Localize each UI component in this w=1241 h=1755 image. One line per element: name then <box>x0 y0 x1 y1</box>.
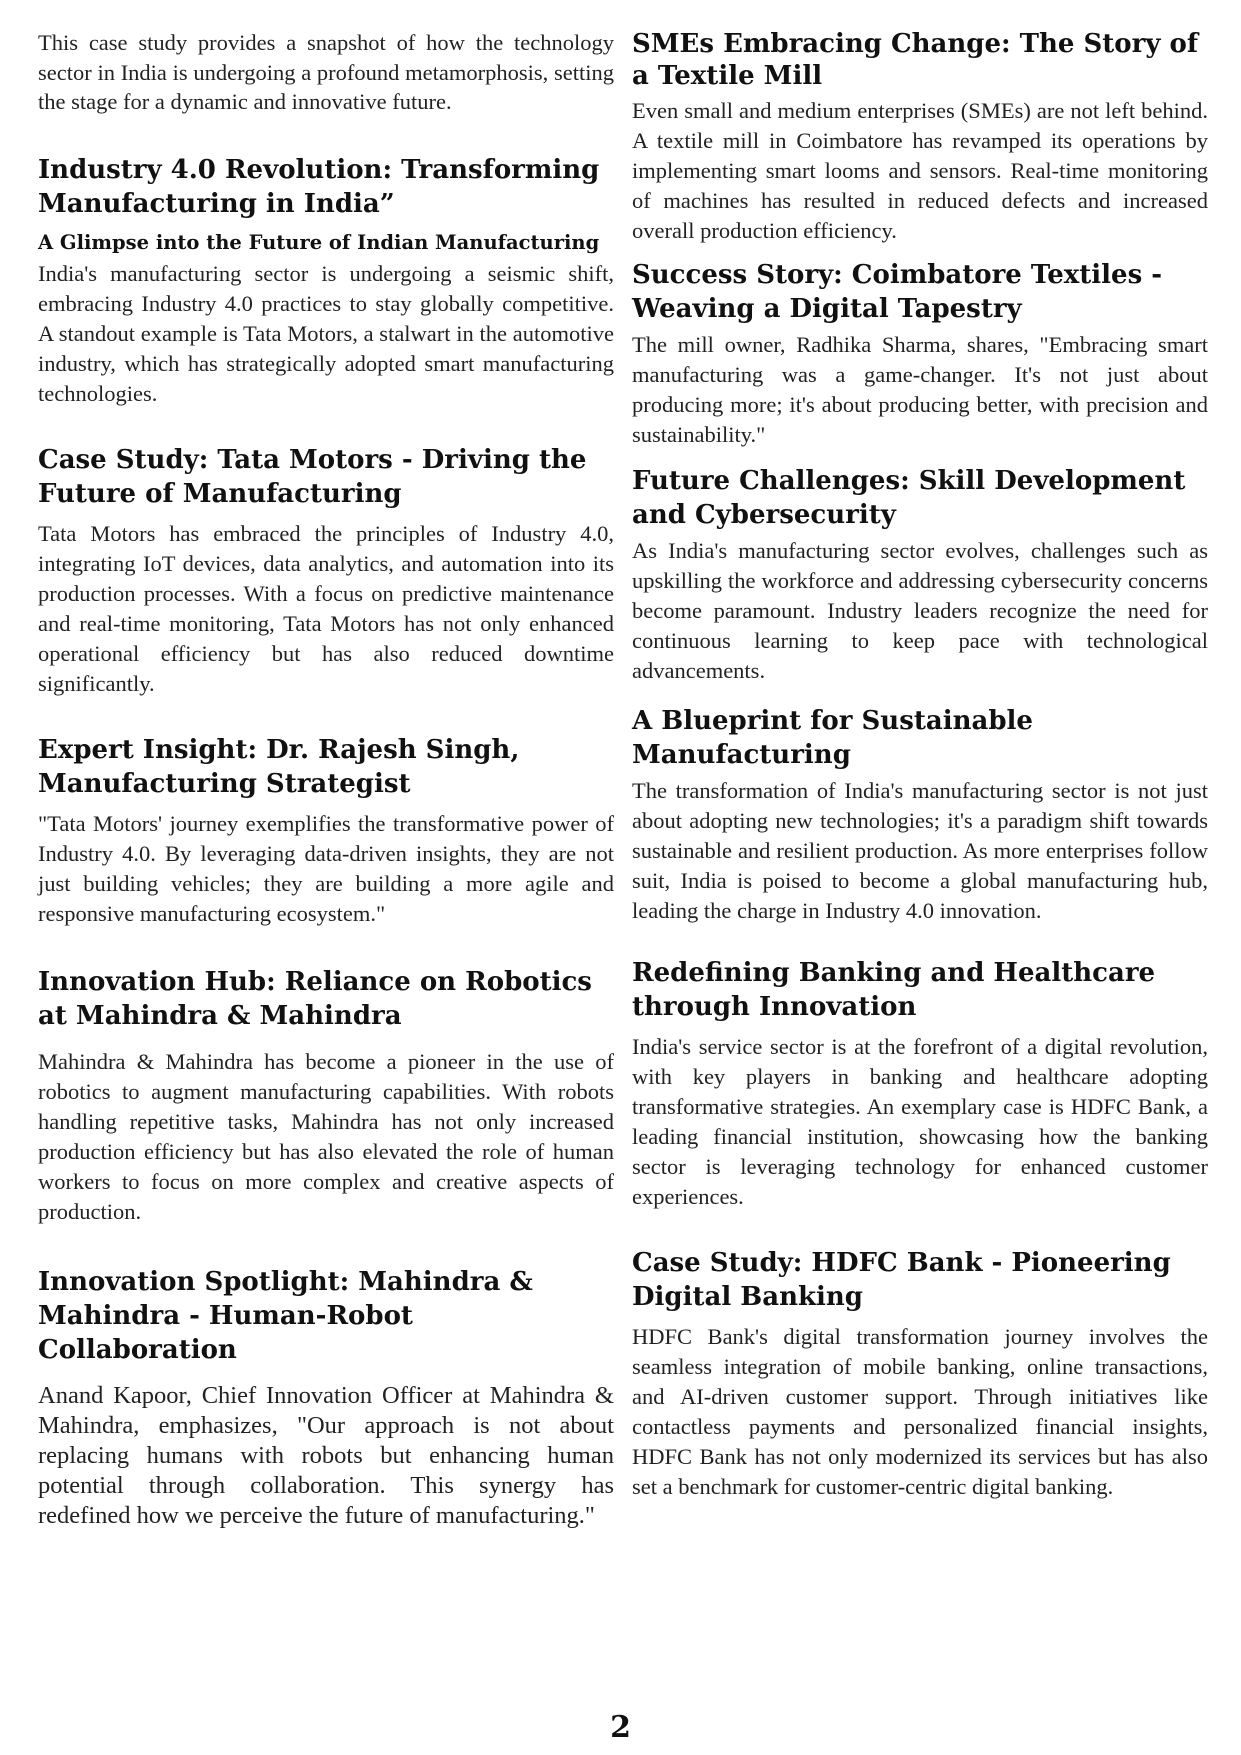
hub-paragraph: Mahindra & Mahindra has become a pioneer in the use of robotics to augment manufacturing capabilities. With robots handling repetitive tasks, Mahindra has not only increased production efficiency but has also elevated the role of human workers to focus on more complex and creative aspects of production. <box>38 1048 614 1224</box>
challenges-section <box>632 464 1208 686</box>
document-page <box>38 28 1208 1708</box>
industry-subheading: A Glimpse into the Future of Indian Manufacturing <box>38 230 600 254</box>
intro-section <box>38 28 614 117</box>
tata-heading: Case Study: Tata Motors - Driving the Future of Manufacturing <box>38 444 587 509</box>
banking-paragraph: India's service sector is at the forefront of a digital revolution, with key players in banking and healthcare adopting transformative strategies. An exemplary case is HDFC Bank, a leading financial institution, showcasing how the banking sector is leveraging technology for enhanced customer experiences. <box>632 1034 1208 1209</box>
spotlight-section <box>38 1265 614 1531</box>
success-heading: Success Story: Coimbatore Textiles - Weaving a Digital Tapestry <box>632 260 1163 324</box>
page-number: 2 <box>610 1710 631 1745</box>
banking-heading: Redefining Banking and Healthcare through Innovation <box>632 958 1156 1022</box>
smes-section <box>632 28 1208 246</box>
industry-heading: Industry 4.0 Revolution: Transforming Manufacturing in India” <box>38 154 600 219</box>
industry-paragraph: India's manufacturing sector is undergoing a seismic shift, embracing Industry 4.0 practices to stay globally competitive. A standout example is Tata Motors, a stalwart in the automotive industry, which has strategically adopted smart manufacturing technologies. <box>38 260 614 406</box>
success-paragraph: The mill owner, Radhika Sharma, shares, "Embracing smart manufacturing was a game-changer. It's not just about producing more; it's about producing better, with precision and sustainability." <box>632 332 1208 447</box>
spotlight-paragraph: Anand Kapoor, Chief Innovation Officer at Mahindra & Mahindra, emphasizes, "Our approach is not about replacing humans with robots but enhancing human potential through collaboration. This synergy has redefined how we perceive the future of manufacturing." <box>38 1381 614 1529</box>
spotlight-heading: Innovation Spotlight: Mahindra & Mahindra - Human-Robot Collaboration <box>38 1266 533 1365</box>
hdfc-section <box>632 1246 1208 1502</box>
tata-section <box>38 443 614 699</box>
hub-heading: Innovation Hub: Reliance on Robotics at Mahindra & Mahindra <box>38 966 592 1031</box>
blueprint-paragraph: The transformation of India's manufacturing sector is not just about adopting new technologies; it's a paradigm shift towards sustainable and resilient production. As more enterprises follow suit, India is poised to become a global manufacturing hub, leading the charge in Industry 4.0 innovation. <box>632 778 1208 923</box>
industry-section <box>38 153 614 409</box>
hub-section <box>38 965 614 1227</box>
challenges-paragraph: As India's manufacturing sector evolves, challenges such as upskilling the workforce and addressing cybersecurity concerns become paramount. Industry leaders recognize the need for continuous learning to keep pace with technological advancements. <box>632 538 1208 683</box>
expert-section <box>38 733 614 929</box>
success-section <box>632 258 1208 450</box>
hdfc-heading: Case Study: HDFC Bank - Pioneering Digital Banking <box>632 1248 1171 1312</box>
blueprint-section <box>632 704 1208 926</box>
challenges-heading: Future Challenges: Skill Development and Cybersecurity <box>632 466 1186 530</box>
left-column <box>38 28 614 1708</box>
expert-paragraph: "Tata Motors' journey exemplifies the transformative power of Industry 4.0. By leveraging data-driven insights, they are not just building vehicles; they are building a more agile and responsive manufacturing ecosystem." <box>38 810 614 926</box>
smes-heading: SMEs Embracing Change: The Story of a Textile Mill <box>632 29 1199 91</box>
blueprint-heading: A Blueprint for Sustainable Manufacturing <box>632 706 1033 770</box>
intro-paragraph: This case study provides a snapshot of how the technology sector in India is undergoing a profound metamorphosis, setting the stage for a dynamic and innovative future. <box>38 30 614 114</box>
right-column <box>632 28 1208 1708</box>
smes-paragraph: Even small and medium enterprises (SMEs) are not left behind. A textile mill in Coimbatore has revamped its operations by implementing smart looms and sensors. Real-time monitoring of machines has resulted in reduced defects and increased overall production efficiency. <box>632 98 1208 243</box>
tata-paragraph: Tata Motors has embraced the principles of Industry 4.0, integrating IoT devices, data analytics, and automation into its production processes. With a focus on predictive maintenance and real-time monitoring, Tata Motors has not only enhanced operational efficiency but has also reduced downtime significantly. <box>38 520 614 696</box>
banking-section <box>632 956 1208 1212</box>
hdfc-paragraph: HDFC Bank's digital transformation journey involves the seamless integration of mobile banking, online transactions, and AI-driven customer support. Through initiatives like contactless payments and personalized financial insights, HDFC Bank has not only modernized its services but has also set a benchmark for customer-centric digital banking. <box>632 1324 1208 1499</box>
expert-heading: Expert Insight: Dr. Rajesh Singh, Manufacturing Strategist <box>38 734 520 799</box>
